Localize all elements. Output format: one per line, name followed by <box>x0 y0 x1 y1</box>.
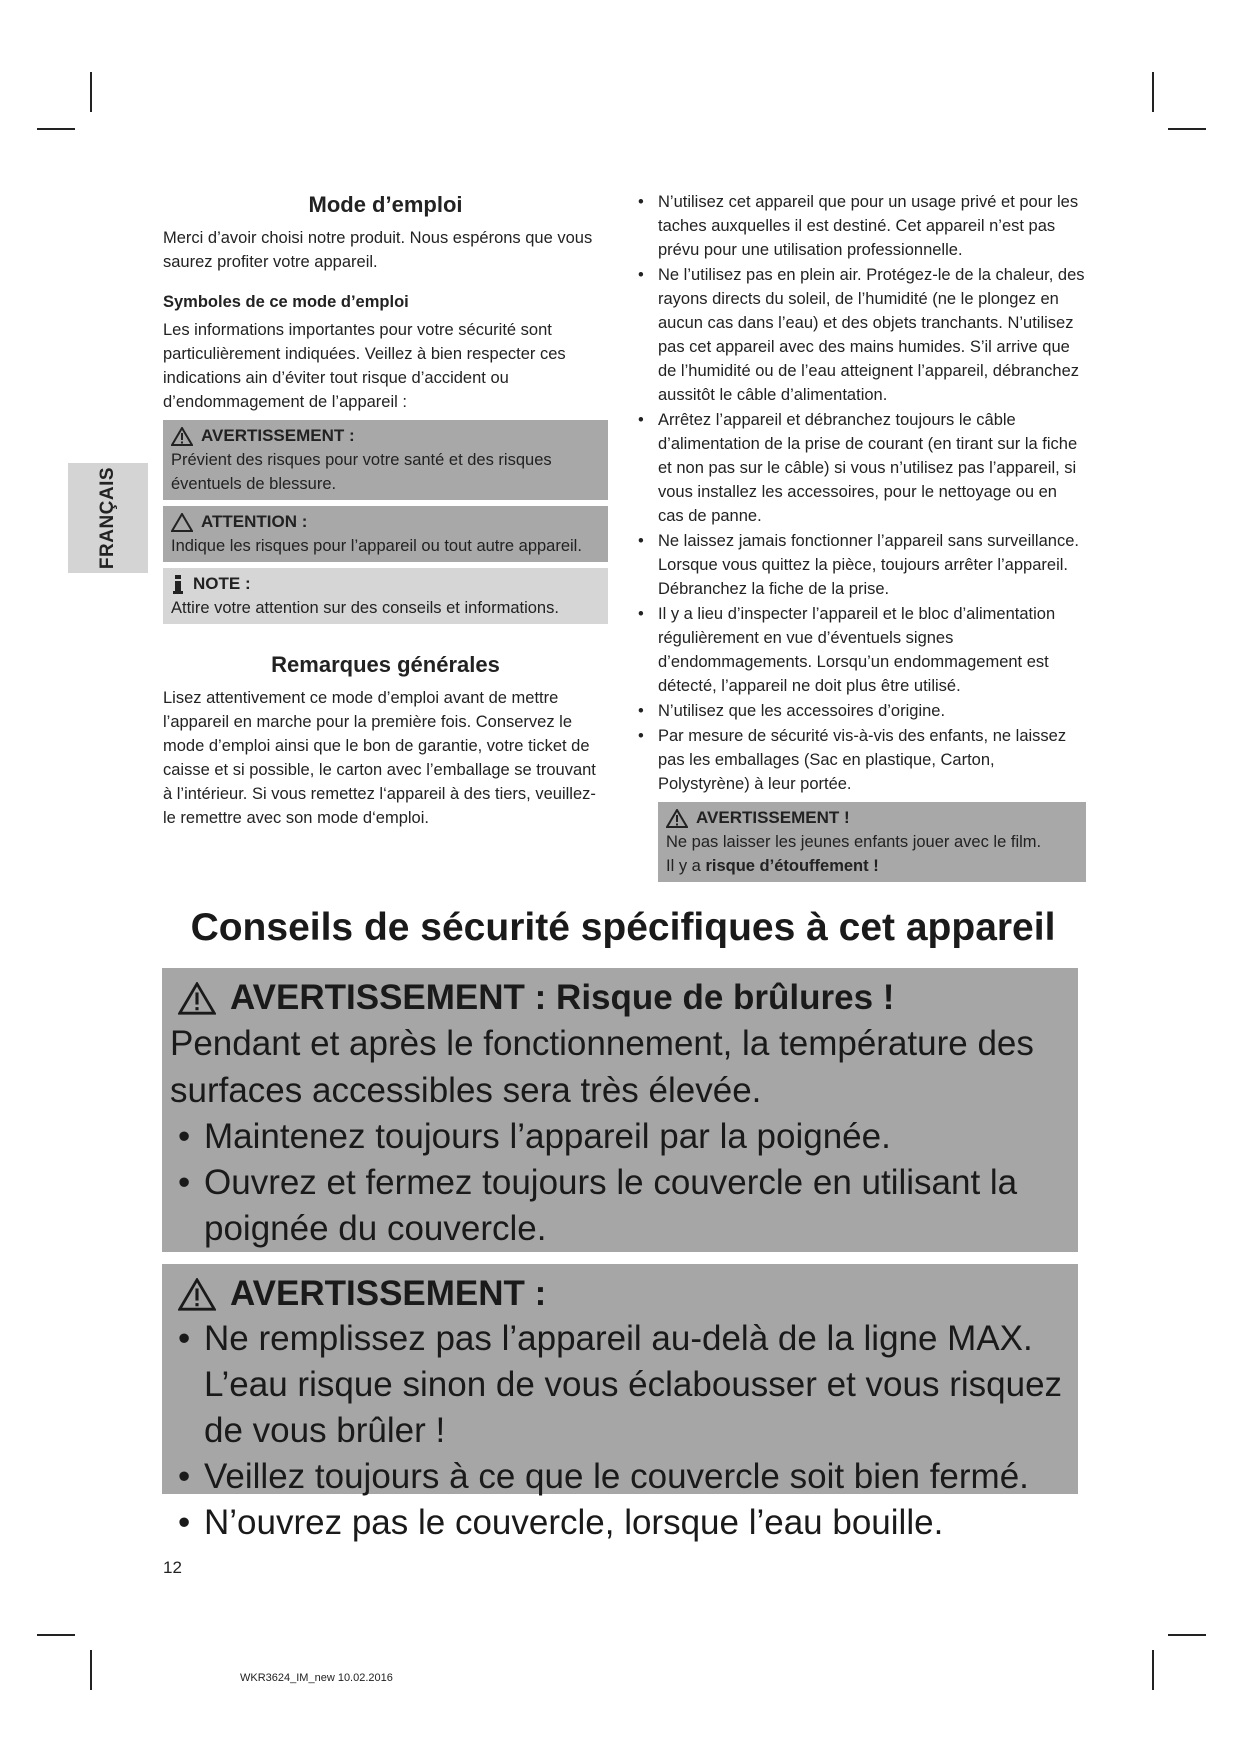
caution-triangle-icon <box>171 513 193 532</box>
general-remarks-title: Remarques générales <box>271 652 500 677</box>
attention-box-title: ATTENTION : <box>171 510 600 534</box>
fill-warning-list <box>170 1316 1078 1546</box>
burn-warning-box <box>162 968 1078 1252</box>
intro-text: Merci d’avoir choisi notre produit. Nous espérons que vous saurez profiter votre appareil. <box>163 229 593 271</box>
crop-mark <box>1168 128 1206 130</box>
list-item: • Arrêtez l’appareil et débranchez toujours le câble d’alimentation de la prise de courant (en tirant sur la fiche et non pas sur le câble) si vous n’utilisez pas l’appareil, si vous installez les accessoires, pour le nettoyage ou en cas de panne. <box>636 408 1086 528</box>
note-box-text: Attire votre attention sur des conseils et informations. <box>171 599 559 617</box>
page-number: 12 <box>163 1558 182 1577</box>
list-item: • N’utilisez cet appareil que pour un usage privé et pour les taches auxquelles il est destiné. Cet appareil n’est pas prévu pour une utilisation professionnelle. <box>636 190 1086 262</box>
warning-triangle-icon <box>171 427 193 446</box>
language-tab-label: FRANÇAIS <box>97 466 118 570</box>
fill-warning-title: AVERTISSEMENT : <box>170 1272 1078 1316</box>
list-item: • Par mesure de sécurité vis-à-vis des enfants, ne laissez pas les emballages (Sac en plastique, Carton, Polystyrène) à leur portée. <box>636 724 1086 796</box>
burn-warning-list <box>170 1114 1078 1252</box>
attention-box <box>163 506 608 562</box>
list-item: • N’ouvrez pas le couvercle, lorsque l’eau bouille. <box>170 1500 1078 1546</box>
symbols-text: Les informations importantes pour votre sécurité sont particulièrement indiquées. Veillez à bien respecter ces indications ain d’éviter tout risque d’accident ou d’endommagement de l’appareil : <box>163 321 566 411</box>
list-item: • Ouvrez et fermez toujours le couvercle en utilisant la poignée du couvercle. <box>170 1160 1078 1252</box>
burn-warning-text: Pendant et après le fonctionnement, la température des surfaces accessibles sera très élevée. <box>170 1024 1034 1110</box>
manual-title: Mode d’emploi <box>308 192 463 217</box>
film-warning-line1: Ne pas laisser les jeunes enfants jouer avec le film. <box>666 833 1042 851</box>
burn-warning-title: AVERTISSEMENT : Risque de brûlures ! <box>170 976 1078 1020</box>
specific-safety-title: Conseils de sécurité spécifiques à cet appareil <box>190 906 1056 949</box>
list-item: • Ne l’utilisez pas en plein air. Protégez-le de la chaleur, des rayons directs du soleil, de l’humidité (ne le plongez en aucun cas dans l’eau) et des objets tranchants. N’utilisez pas cet appareil avec des mains humides. S’il arrive que de l’humidité ou de l’eau atteignent l’appareil, débranchez aussitôt le câble d’alimentation. <box>636 263 1086 407</box>
crop-mark <box>1168 1634 1206 1636</box>
film-warning-title: AVERTISSEMENT ! <box>666 806 1078 830</box>
general-remarks-text: Lisez attentivement ce mode d’emploi avant de mettre l’appareil en marche pour la première fois. Conservez le mode d’emploi ainsi que le bon de garantie, votre ticket de caisse et si possible, le carton avec l’emballage se trouvant à l’intérieur. Si vous remettez l‘appareil à des tiers, veuillez-le remettre avec son mode d‘emploi. <box>163 689 596 827</box>
fill-warning-box <box>162 1264 1078 1542</box>
film-warning-box <box>658 802 1086 882</box>
crop-mark <box>37 128 75 130</box>
attention-box-text: Indique les risques pour l’appareil ou tout autre appareil. <box>171 537 582 555</box>
list-item: • Ne laissez jamais fonctionner l’appareil sans surveillance. Lorsque vous quittez la pièce, toujours arrêter l’appareil. Débranchez la fiche de la prise. <box>636 529 1086 601</box>
note-box-title: NOTE : <box>171 572 600 596</box>
warning-box-title: AVERTISSEMENT : <box>171 424 600 448</box>
warning-box-text: Prévient des risques pour votre santé et des risques éventuels de blessure. <box>171 451 552 493</box>
crop-mark <box>90 72 92 112</box>
list-item: • Ne remplissez pas l’appareil au-delà de la ligne MAX. L’eau risque sinon de vous éclabousser et vous risquez de vous brûler ! <box>170 1316 1078 1454</box>
list-item: • Maintenez toujours l’appareil par la poignée. <box>170 1114 1078 1160</box>
language-tab <box>68 463 148 573</box>
list-item: • Il y a lieu d’inspecter l’appareil et le bloc d’alimentation régulièrement en vue d’éventuels signes d’endommagements. Lorsqu’un endommagement est détecté, l’appareil ne doit plus être utilisé. <box>636 602 1086 698</box>
list-item: • Veillez toujours à ce que le couvercle soit bien fermé. <box>170 1454 1078 1500</box>
symbols-heading: Symboles de ce mode d’emploi <box>163 293 409 311</box>
crop-mark <box>1152 1650 1154 1690</box>
right-column <box>636 190 1086 882</box>
warning-triangle-icon <box>178 982 216 1015</box>
footer-print-info: WKR3624_IM_new 10.02.2016 <box>240 1672 393 1684</box>
film-warning-line2: Il y a risque d’étouffement ! <box>666 857 879 875</box>
note-box <box>163 568 608 624</box>
warning-box <box>163 420 608 500</box>
warning-triangle-icon <box>666 809 688 828</box>
warning-triangle-icon <box>178 1278 216 1311</box>
left-column <box>163 190 608 830</box>
crop-mark <box>1152 72 1154 112</box>
list-item: • N’utilisez que les accessoires d’origine. <box>636 699 1086 723</box>
info-icon <box>171 575 185 594</box>
safety-list <box>636 190 1086 796</box>
crop-mark <box>37 1634 75 1636</box>
crop-mark <box>90 1650 92 1690</box>
